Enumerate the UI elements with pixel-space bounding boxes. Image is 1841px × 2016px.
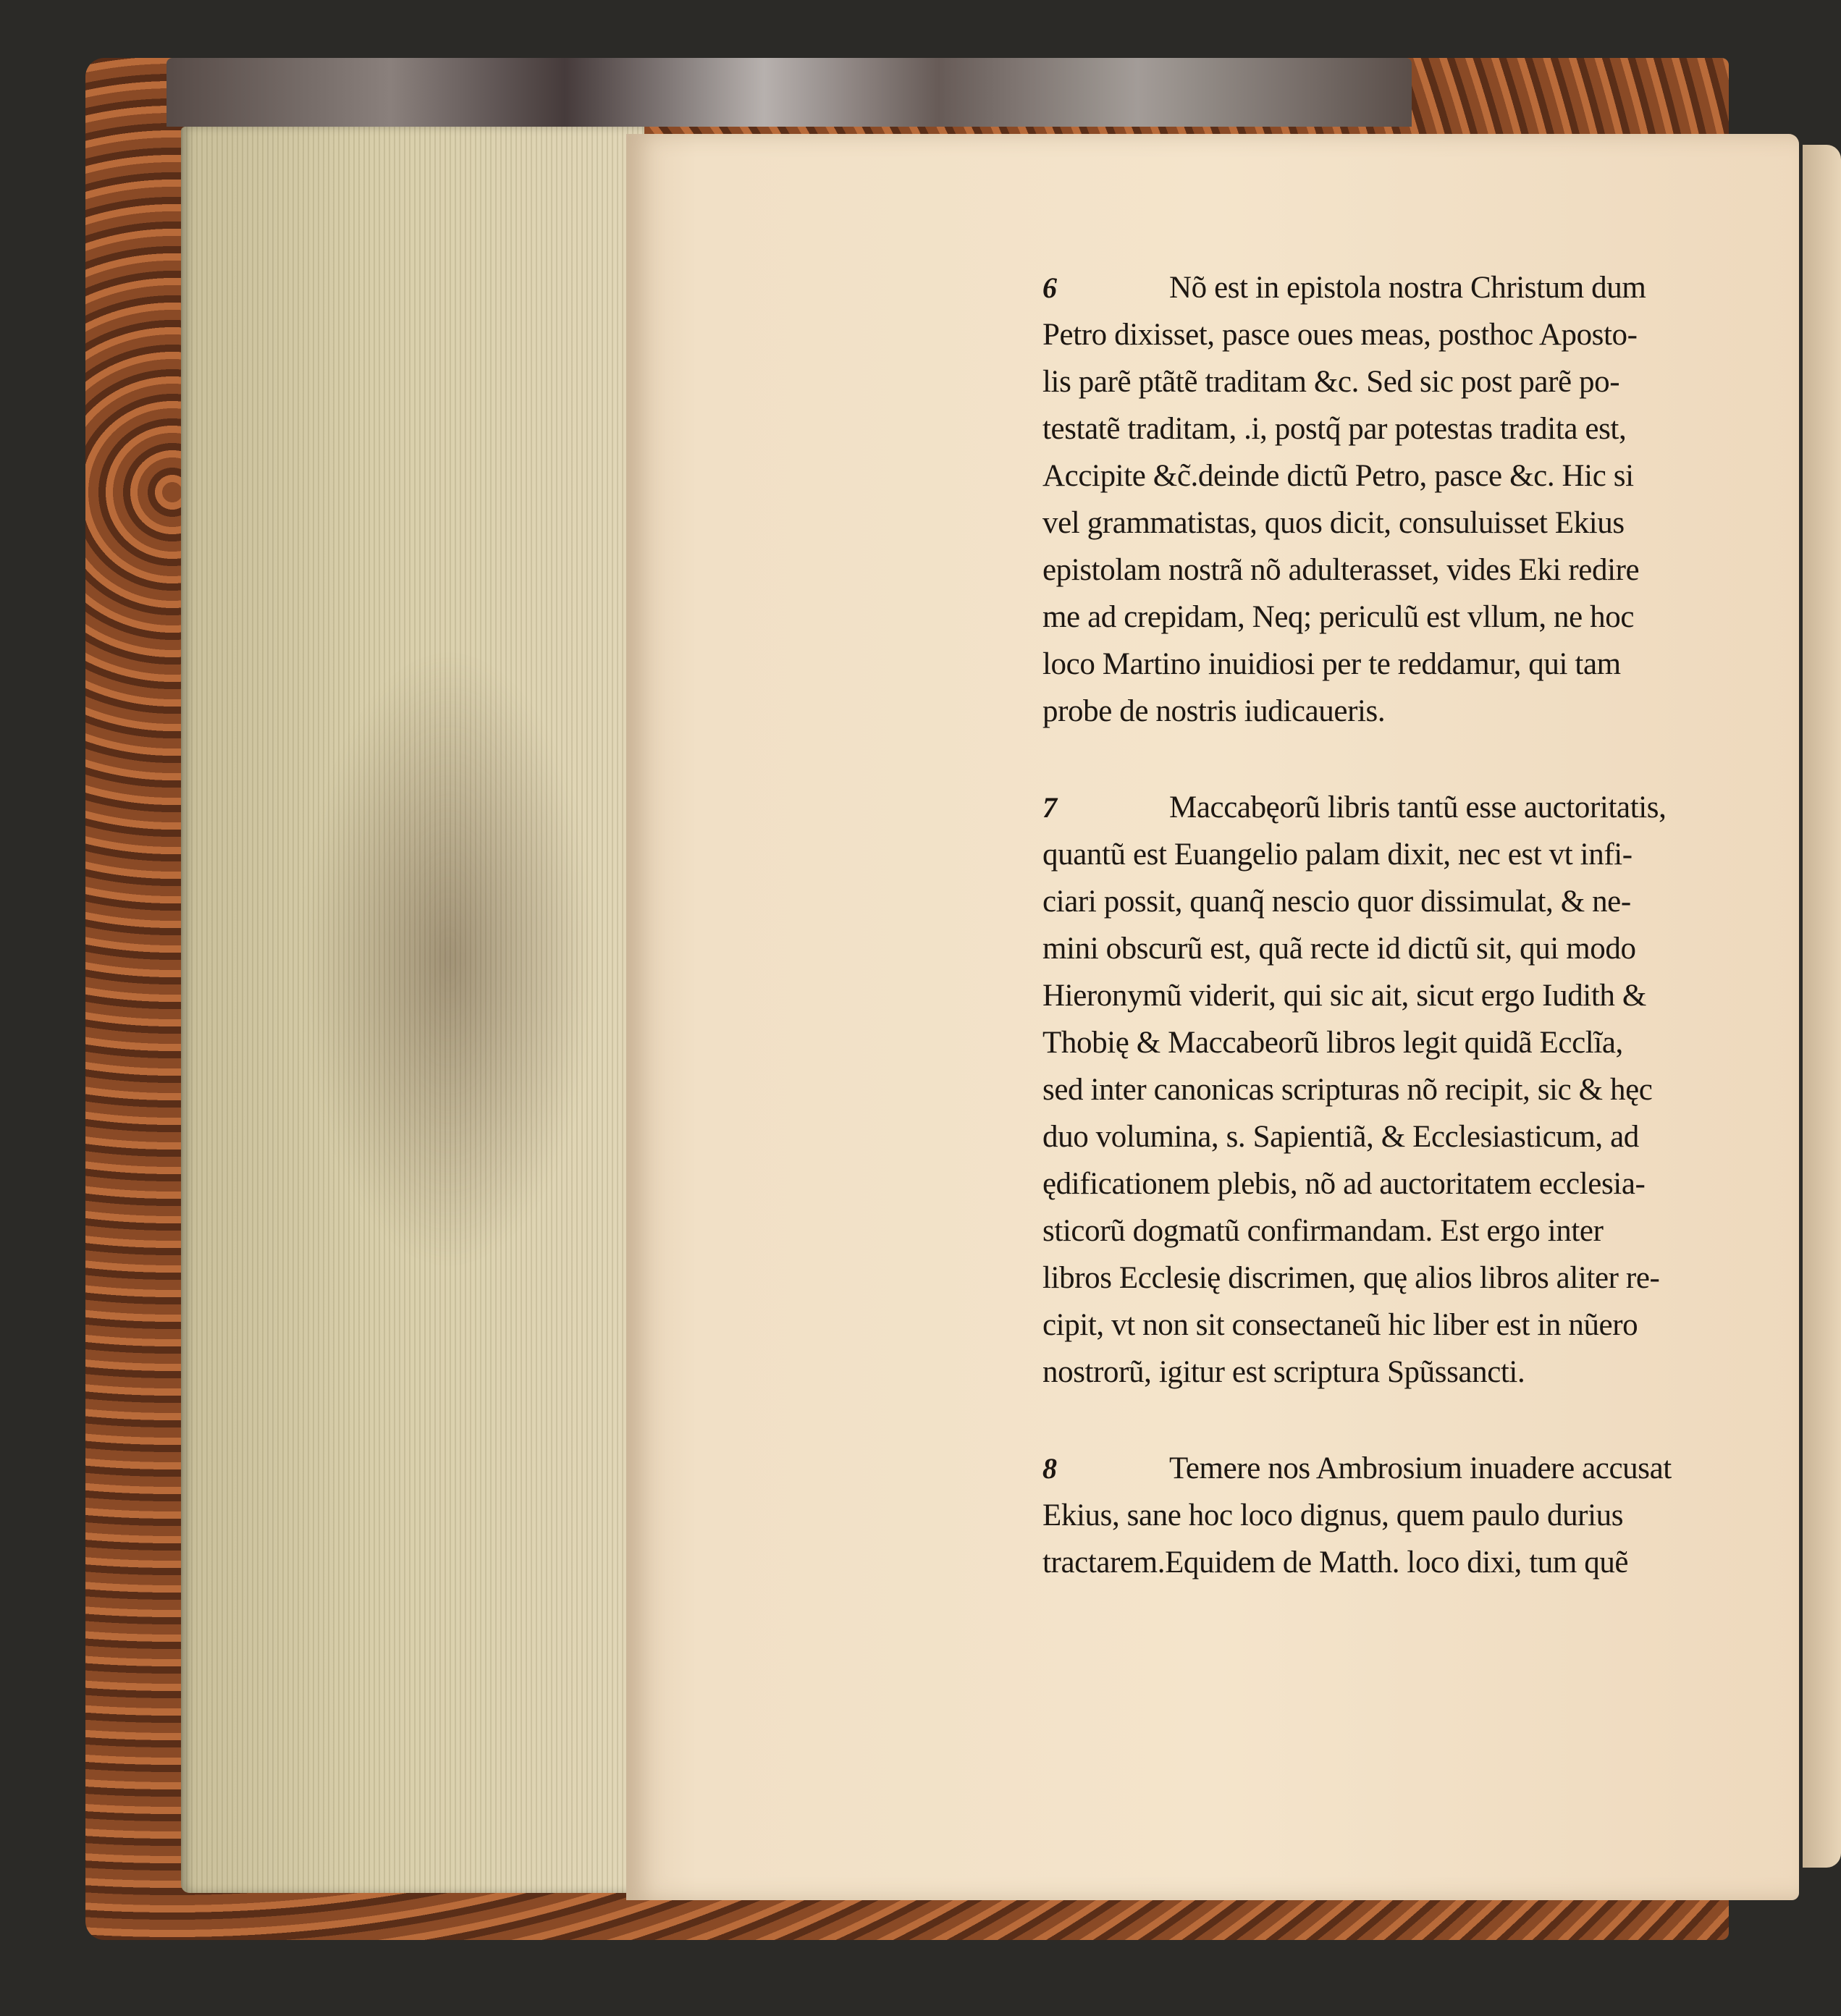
text-line: Hieronymũ viderit, qui sic ait, sicut ergo Iudith & — [1042, 979, 1646, 1013]
text-line: nostrorũ, igitur est scriptura Spũssancti. — [1042, 1355, 1525, 1389]
entry-number: 7 — [1042, 791, 1057, 824]
entry-number: 6 — [1042, 271, 1057, 304]
entry-7 — [1042, 784, 1774, 1396]
text-line: mini obscurũ est, quã recte id dictũ sit, qui modo — [1042, 932, 1636, 966]
text-line: ędificationem plebis, nõ ad auctoritatem ecclesia- — [1042, 1167, 1646, 1201]
text-line: Temere nos Ambrosium inuadere accusat — [1169, 1451, 1672, 1485]
text-line: duo volumina, s. Sapientiã, & Ecclesiasticum, ad — [1042, 1120, 1639, 1154]
text-line: Thobię & Maccabeorũ libros legit quidã Ecclĩa, — [1042, 1026, 1623, 1060]
text-line: sticorũ dogmatũ confirmandam. Est ergo inter — [1042, 1214, 1604, 1248]
book-spine-top — [167, 58, 1412, 127]
text-line: cipit, vt non sit consectaneũ hic liber est in nũero — [1042, 1308, 1638, 1342]
page-stain — [304, 651, 594, 1267]
text-line: Nõ est in epistola nostra Christum dum — [1169, 271, 1646, 305]
text-line: Accipite &c̃.deinde dictũ Petro, pasce &c. Hic si — [1042, 459, 1634, 493]
text-line: Ekius, sane hoc loco dignus, quem paulo durius — [1042, 1498, 1624, 1532]
text-line: tractarem.Equidem de Matth. loco dixi, tum quẽ — [1042, 1545, 1629, 1580]
text-line: Maccabęorũ libris tantũ esse auctoritatis, — [1169, 790, 1667, 824]
text-line: probe de nostris iudicaueris. — [1042, 694, 1386, 728]
entry-number: 8 — [1042, 1452, 1057, 1485]
text-line: loco Martino inuidiosi per te reddamur, qui tam — [1042, 647, 1621, 681]
text-line: sed inter canonicas scripturas nõ recipit, sic & hęc — [1042, 1073, 1653, 1107]
text-block — [1042, 264, 1774, 1635]
text-line: quantũ est Euangelio palam dixit, nec est vt infi- — [1042, 838, 1633, 872]
text-line: testatẽ traditam, .i, postq̃ par potestas tradita est, — [1042, 412, 1627, 446]
text-line: lis parẽ ptãtẽ traditam &c. Sed sic post parẽ po- — [1042, 365, 1620, 399]
text-line: libros Ecclesię discrimen, quę alios libros aliter re- — [1042, 1261, 1660, 1295]
next-page-edge — [1803, 145, 1841, 1868]
text-line: vel grammatistas, quos dicit, consuluisset Ekius — [1042, 506, 1625, 540]
text-line: epistolam nostrã nõ adulterasset, vides Eki redire — [1042, 553, 1640, 587]
entry-8 — [1042, 1445, 1774, 1586]
text-line: Petro dixisset, pasce oues meas, posthoc Aposto- — [1042, 318, 1638, 352]
text-line: me ad crepidam, Neq; periculũ est vllum, ne hoc — [1042, 600, 1635, 634]
text-line: ciari possit, quanq̃ nescio quor dissimulat, & ne- — [1042, 885, 1631, 919]
entry-6 — [1042, 264, 1774, 735]
